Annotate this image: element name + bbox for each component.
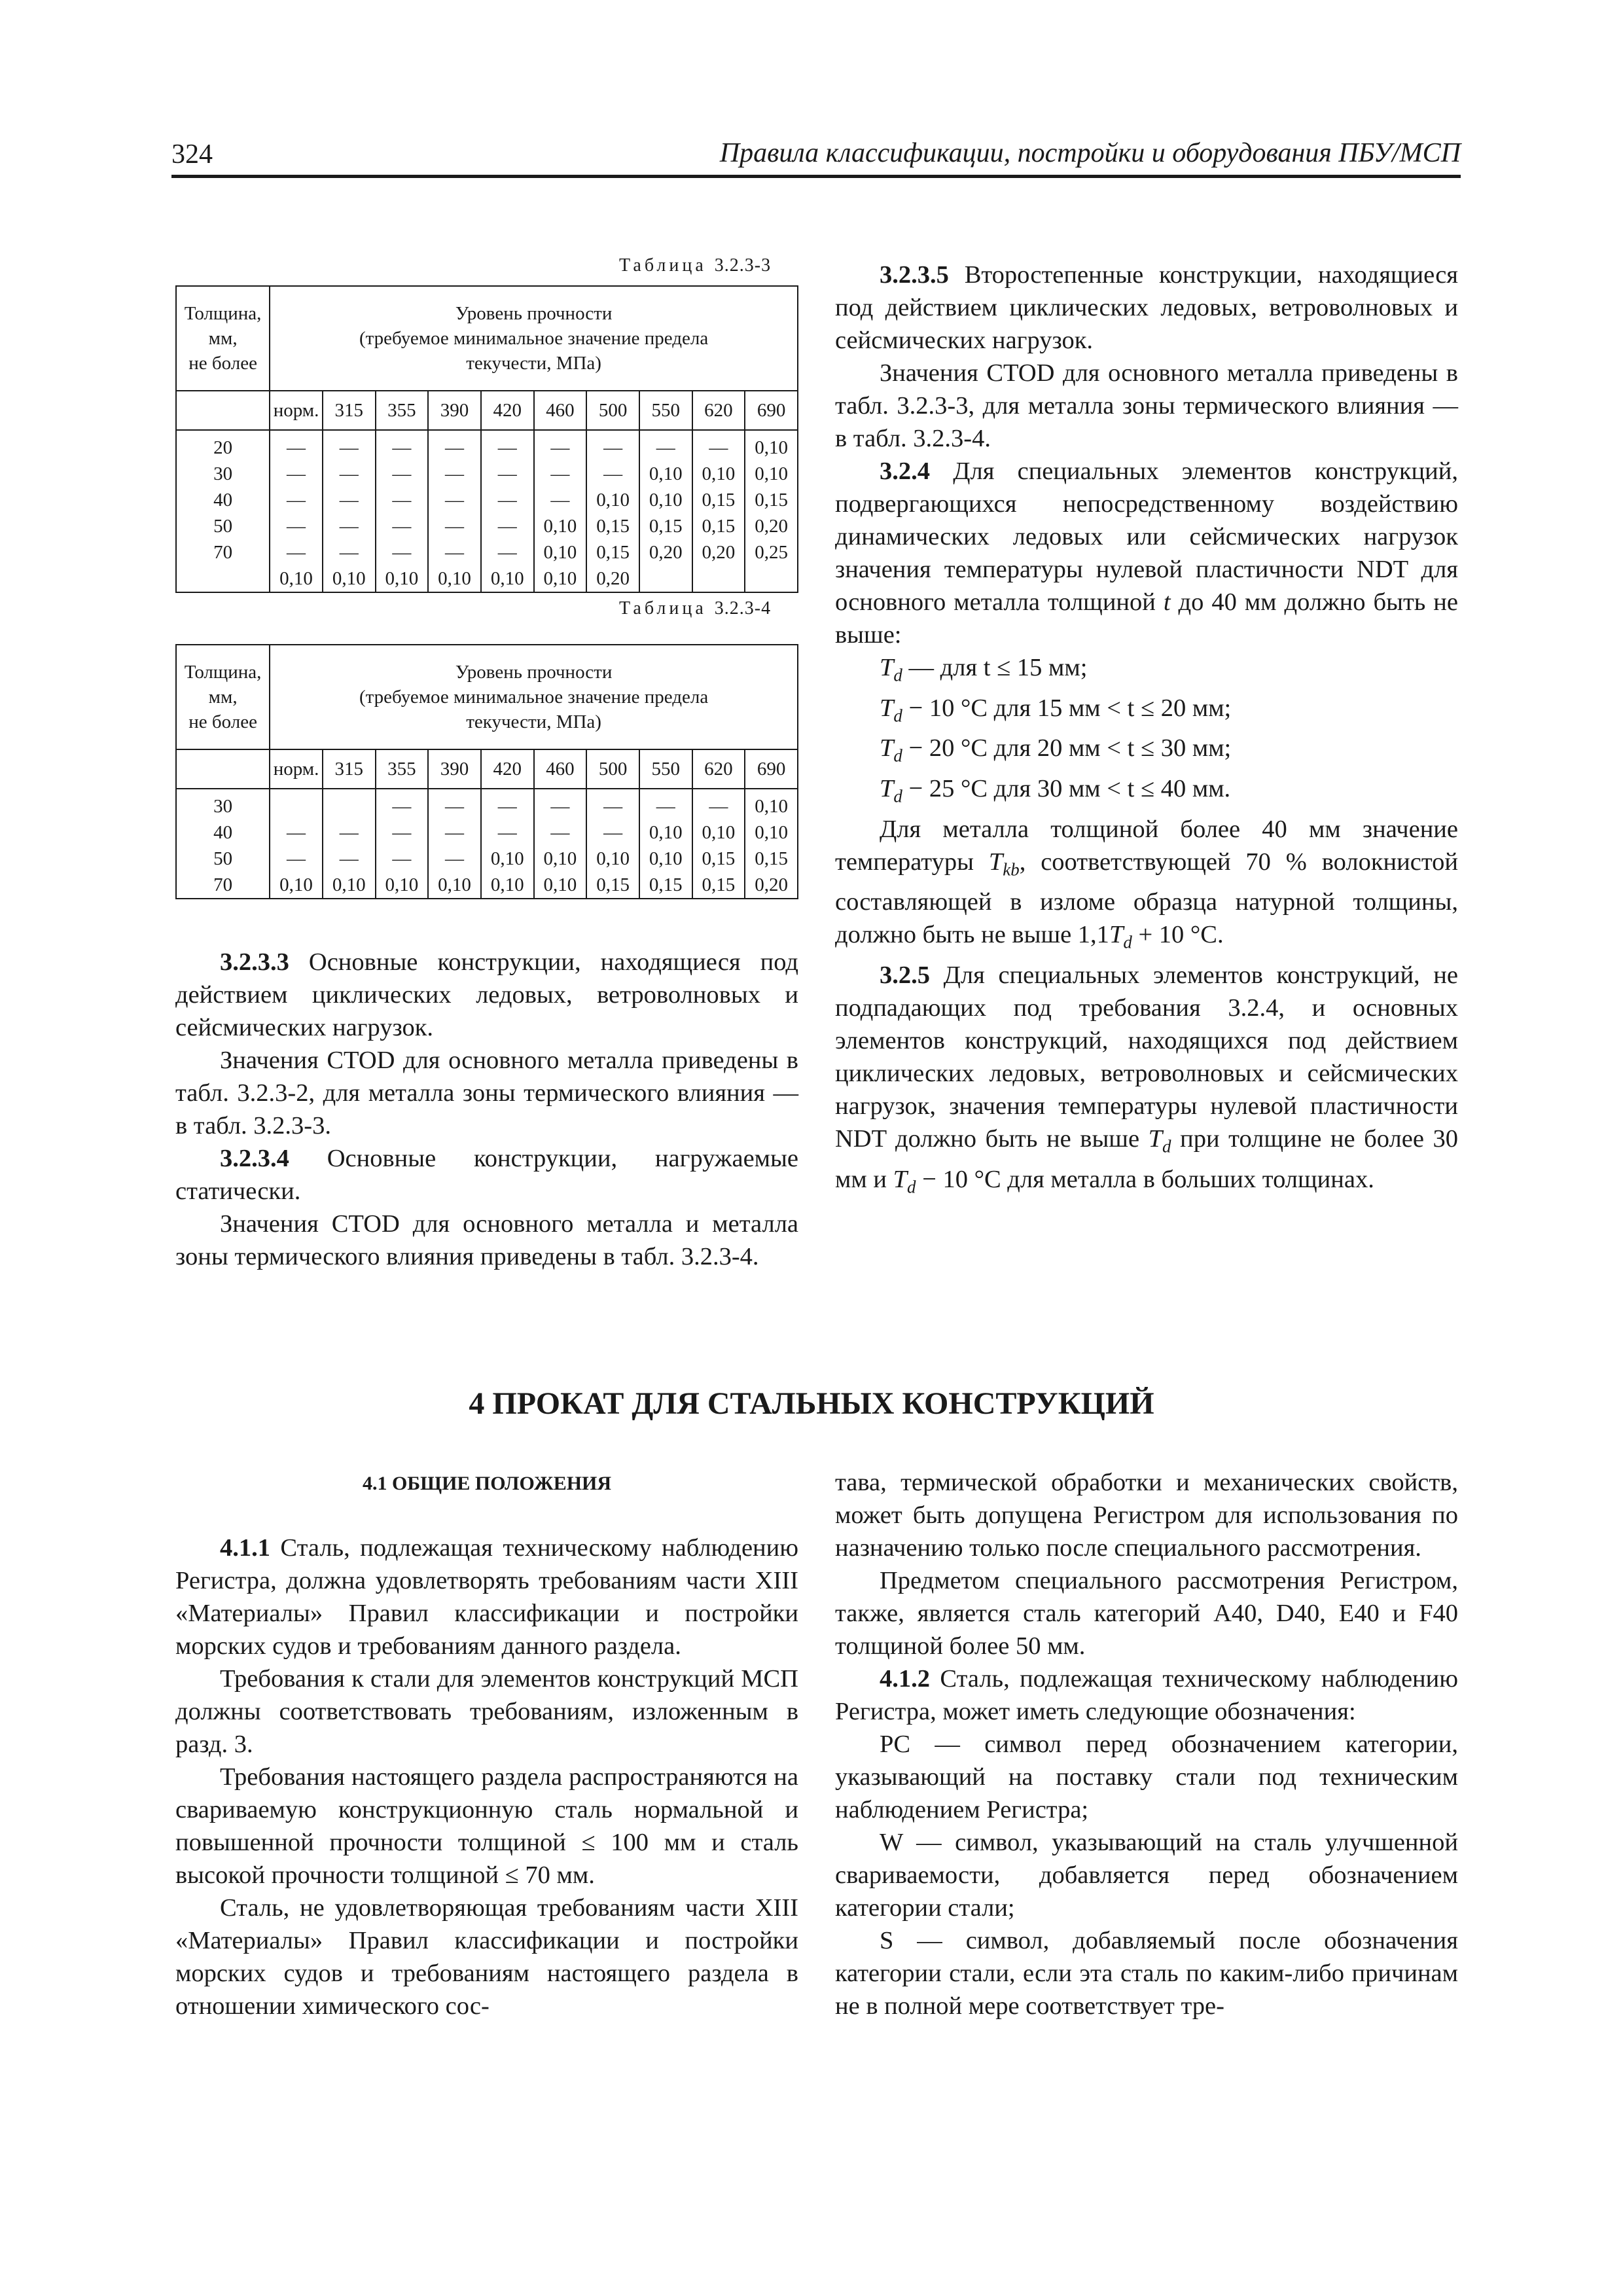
strength-header: Уровень прочности (требуемое минимальное значение предела текучести, МПа) [270, 645, 798, 749]
value-column: — — 0,10 0,15 0,15 0,20 [586, 430, 639, 592]
value-column: — — — — — 0,10 [323, 430, 376, 592]
column-header: 420 [481, 391, 534, 430]
value-column: 0,10 0,10 0,15 0,20 [745, 789, 798, 899]
value-column: — 0,10 0,15 0,15 [692, 789, 745, 899]
paragraph: Для металла толщиной более 40 мм значение температуры $T_{kb}$, соответствующей 70 % волокнистой составляющей в изломе образца натурной толщины, должно быть не выше $1,1T_d + 10$ °С. [835, 815, 1458, 953]
column-header: норм. [270, 749, 323, 789]
section4-right-column [835, 1466, 1458, 2022]
subsection-heading: 4.1 ОБЩИЕ ПОЛОЖЕНИЯ [362, 1473, 612, 1494]
column-header: 620 [692, 391, 745, 430]
table-3-2-3-4 [175, 644, 798, 899]
table-caption-3-2-3-4: Таблица 3.2.3-4 [619, 598, 772, 619]
paragraph: Значения CTOD для основного металла приведены в табл. 3.2.3-3, для металла зоны термического влияния — в табл. 3.2.3-4. [835, 359, 1458, 452]
column-header: 620 [692, 749, 745, 789]
column-header: 500 [586, 749, 639, 789]
value-column: — — — — — 0,10 [428, 430, 481, 592]
paragraph: Значения CTOD для основного металла и металла зоны термического влияния приведены в табл. 3.2.3-4. [175, 1210, 798, 1270]
column-header: 355 [376, 391, 429, 430]
paragraph: S — символ, добавляемый после обозначения категории стали, если эта сталь по каким-либо причинам не в полной мере соответствует тре- [835, 1927, 1458, 2020]
column-header: 550 [639, 749, 692, 789]
thickness-column: 30 40 50 70 [176, 789, 270, 899]
column-header: 355 [376, 749, 429, 789]
paragraph: W — символ, указывающий на сталь улучшенной свариваемости, добавляется перед обозначением категории стали; [835, 1829, 1458, 1922]
column-header: 500 [586, 391, 639, 430]
value-column: — — 0,10 0,10 [481, 789, 534, 899]
value-column: 0,10 0,10 0,15 0,20 0,25 [745, 430, 798, 592]
paragraph: Сталь, не удовлетворяющая требованиям части XIII «Материалы» Правил классификации и постройки морских судов и требованиям настоящего раздела в отношении химического сос- [175, 1894, 798, 2020]
value-column: — — — — — 0,10 [376, 430, 429, 592]
column-header: 315 [323, 391, 376, 430]
thickness-header: Толщина, мм, не более [176, 286, 270, 391]
formula-line: $T_d$ — для t ≤ 15 мм; [880, 654, 1088, 685]
paragraph: 3.2.4 Для специальных элементов конструкций, подвергающихся непосредственному воздействию динамических ледовых или сейсмических нагрузок значения температуры нулевой пластичности NDT для основного металла толщиной t до 40 мм должно быть не выше: [835, 457, 1458, 649]
paragraph: 3.2.3.5 Второстепенные конструкции, находящиеся под действием циклических ледовых, ветроволновых и сейсмических нагрузок. [835, 261, 1458, 354]
empty-header-cell [176, 749, 270, 789]
value-column: — 0,10 0,10 0,15 0,20 [639, 430, 692, 592]
empty-header-cell [176, 391, 270, 430]
value-column: — — 0,10 [323, 789, 376, 899]
value-column: — — — 0,10 0,10 0,10 [534, 430, 587, 592]
paragraph: 3.2.5 Для специальных элементов конструкций, не подпадающих под требования 3.2.4, и основных элементов конструкций, находящихся под действием циклических ледовых, ветроволновых и сейсмических нагрузок, значения температуры нулевой пластичности NDT должно быть не выше $T_d$ при толщине не более 30 мм и $T_d - 10$ °С для металла в больших толщинах. [835, 961, 1458, 1197]
column-header: 460 [534, 749, 587, 789]
formula-line: $T_d - 25$ °С для 30 мм < t ≤ 40 мм. [880, 775, 1231, 806]
paragraph: Значения CTOD для основного металла приведены в табл. 3.2.3-2, для металла зоны термического влияния — в табл. 3.2.3-3. [175, 1047, 798, 1139]
column-header: 390 [428, 749, 481, 789]
left-column-upper [175, 946, 798, 1273]
paragraph: 4.1.1 Сталь, подлежащая техническому наблюдению Регистра, должна удовлетворять требованиям части XIII «Материалы» Правил классификации и постройки морских судов и требованиям данного раздела. [175, 1534, 798, 1660]
header-rule [171, 175, 1461, 178]
section-heading: 4 ПРОКАТ ДЛЯ СТАЛЬНЫХ КОНСТРУКЦИЙ [469, 1386, 1154, 1421]
paragraph: 4.1.2 Сталь, подлежащая техническому наблюдению Регистра, может иметь следующие обозначения: [835, 1665, 1458, 1725]
paragraph: 3.2.3.4 Основные конструкции, нагружаемые статически. [175, 1145, 798, 1205]
running-title: Правила классификации, постройки и оборудования ПБУ/МСП [719, 138, 1461, 168]
section4-left-column [175, 1532, 798, 2022]
paragraph: 3.2.3.3 Основные конструкции, находящиеся под действием циклических ледовых, ветроволновых и сейсмических нагрузок. [175, 948, 798, 1041]
thickness-header: Толщина, мм, не более [176, 645, 270, 749]
table-caption-3-2-3-3: Таблица 3.2.3-3 [619, 255, 772, 276]
paragraph: Требования настоящего раздела распространяются на свариваемую конструкционную сталь нормальной и повышенной прочности толщиной ≤ 100 мм и сталь высокой прочности толщиной ≤ 70 мм. [175, 1763, 798, 1889]
value-column: — — 0,10 0,10 [534, 789, 587, 899]
column-header: 420 [481, 749, 534, 789]
column-header: 690 [745, 749, 798, 789]
thickness-column: 20 30 40 50 70 [176, 430, 270, 592]
paragraph: Предметом специального рассмотрения Регистром, также, является сталь категорий A40, D40, E40 и F40 толщиной более 50 мм. [835, 1567, 1458, 1660]
value-column: — — — — — 0,10 [270, 430, 323, 592]
value-column: — 0,10 0,15 0,15 0,20 [692, 430, 745, 592]
value-column: — — — — — 0,10 [481, 430, 534, 592]
value-column: — — 0,10 [270, 789, 323, 899]
paragraph: PC — символ перед обозначением категории, указывающий на поставку стали под техническим наблюдением Регистра; [835, 1731, 1458, 1823]
paragraph: тава, термической обработки и механических свойств, может быть допущена Регистром для использования по назначению только после специального рассмотрения. [835, 1469, 1458, 1562]
formula-line: $T_d - 20$ °С для 20 мм < t ≤ 30 мм; [880, 734, 1232, 766]
paragraph: Требования к стали для элементов конструкций МСП должны соответствовать требованиям, изложенным в разд. 3. [175, 1665, 798, 1758]
column-header: 315 [323, 749, 376, 789]
strength-header: Уровень прочности (требуемое минимальное значение предела текучести, МПа) [270, 286, 798, 391]
table-3-2-3-3 [175, 285, 798, 593]
value-column: — — 0,10 0,15 [586, 789, 639, 899]
column-header: 690 [745, 391, 798, 430]
value-column: — — — 0,10 [428, 789, 481, 899]
formula-line: $T_d - 10$ °С для 15 мм < t ≤ 20 мм; [880, 694, 1232, 726]
column-header: 390 [428, 391, 481, 430]
value-column: — 0,10 0,10 0,15 [639, 789, 692, 899]
column-header: 460 [534, 391, 587, 430]
right-column-upper [835, 259, 1458, 1204]
column-header: норм. [270, 391, 323, 430]
value-column: — — — 0,10 [376, 789, 429, 899]
column-header: 550 [639, 391, 692, 430]
page-number: 324 [171, 139, 213, 170]
